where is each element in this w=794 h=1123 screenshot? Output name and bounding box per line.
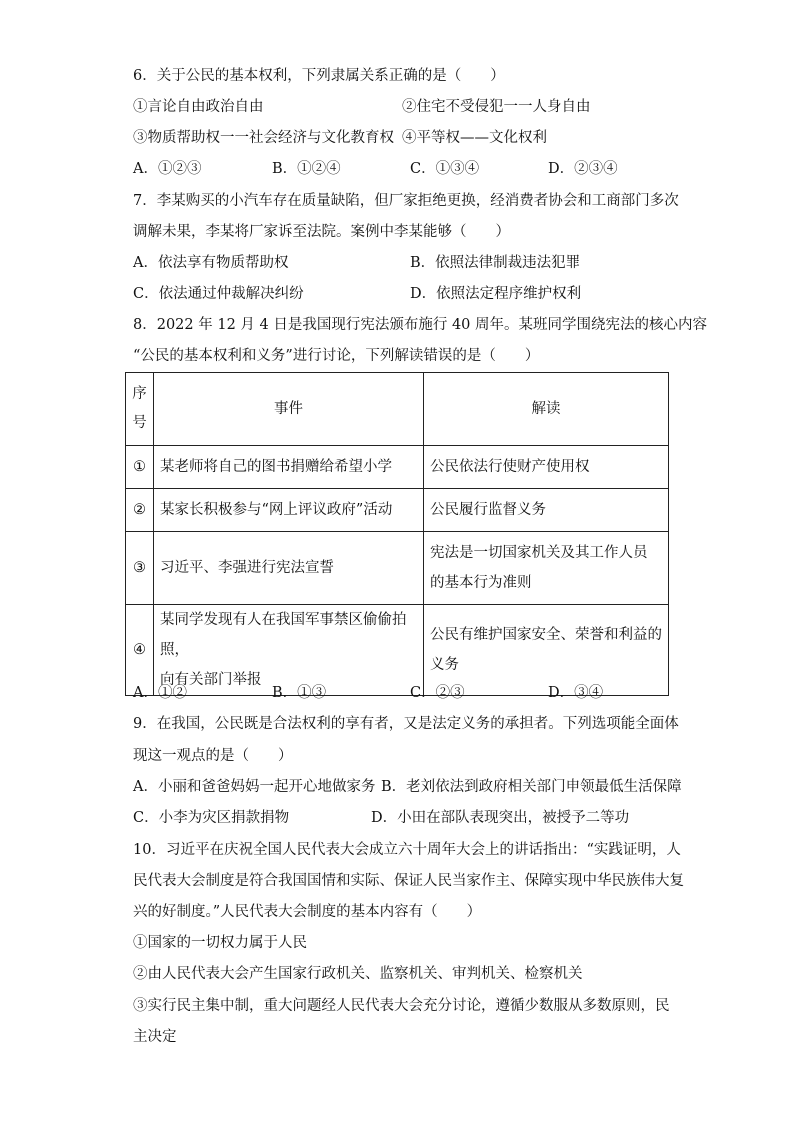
q6-option-d: D．②③④ [548,161,618,177]
q7-stem-line-1: 7．李某购买的小汽车存在质量缺陷，但厂家拒绝更换，经消费者协会和工商部门多次 [133,193,679,209]
q6-option-b: B．①②④ [272,161,341,177]
q6-option-c: C．①③④ [410,161,480,177]
q9-option-c: C．小李为灾区捐款捐物 [133,810,290,826]
row-explain [424,489,669,532]
q7-option-c: C．依法通过仲裁解决纠纷 [133,286,304,302]
row-explain-line: 公民履行监督义务 [430,502,546,518]
row-event-line: 某老师将自己的图书捐赠给希望小学 [160,459,392,475]
q10-item-2: ②由人民代表大会产生国家行政机关、监察机关、审判机关、检察机关 [133,966,583,982]
q9-option-b: B．老刘依法到政府相关部门申领最低生活保障 [381,779,682,795]
q7-stem-line-2: 调解未果，李某将厂家诉至法院。案例中李某能够（ ） [133,224,510,240]
row-event-line: 某同学发现有人在我国军事禁区偷偷拍照， [160,612,407,658]
q8-table [125,372,669,696]
row-explain [424,532,669,605]
q10-item-1: ①国家的一切权力属于人民 [133,935,307,951]
row-explain-line: 的基本行为准则 [430,575,532,591]
q6-item-4: ④平等权——文化权利 [402,130,547,146]
row-event-line: 某家长积极参与“网上评议政府”活动 [160,502,393,518]
row-number: ① [126,446,154,489]
q10-stem-line-3: 兴的好制度。”人民代表大会制度的基本内容有（ ） [133,904,482,920]
q8-stem-line-1: 8．2022 年 12 月 4 日是我国现行宪法颁布施行 40 周年。某班同学围绕宪法的核心内容 [133,317,708,333]
q8-option-b: B．①③ [272,685,327,701]
table-row [126,532,669,605]
table-row [126,605,669,696]
row-explain-line: 公民有维护国家安全、荣誉和利益的 [430,627,662,643]
q8-option-d: D．③④ [548,685,604,701]
q8-option-c: C．②③ [410,685,465,701]
row-explain-line: 公民依法行使财产使用权 [430,459,590,475]
row-explain [424,605,669,696]
q10-item-3: ③实行民主集中制，重大问题经人民代表大会充分讨论，遵循少数服从多数原则，民 [133,998,670,1014]
q10-stem-line-2: 民代表大会制度是符合我国国情和实际、保证人民当家作主、保障实现中华民族伟大复 [133,873,684,889]
row-explain-line: 义务 [430,657,459,673]
q9-stem-line-2: 现这一观点的是（ ） [133,748,293,764]
row-event [154,489,424,532]
table-header-row [126,373,669,446]
q6-item-2: ②住宅不受侵犯一一人身自由 [402,99,591,115]
header-number-top: 序 [132,386,147,402]
row-event [154,605,424,696]
q8-option-a: A．①② [133,685,187,701]
q9-option-a: A．小丽和爸爸妈妈一起开心地做家务 [133,779,376,795]
header-number-bottom: 号 [132,415,147,431]
table-row [126,489,669,532]
q10-item-3-continued: 主决定 [133,1029,177,1045]
q9-stem-line-1: 9．在我国，公民既是合法权利的享有者，又是法定义务的承担者。下列选项能全面体 [133,716,679,732]
row-explain [424,446,669,489]
row-number: ③ [126,532,154,605]
header-event: 事件 [154,373,424,446]
q6-item-3: ③物质帮助权一一社会经济与文化教育权 [133,130,394,146]
q10-stem-line-1: 10．习近平在庆祝全国人民代表大会成立六十周年大会上的讲话指出：“实践证明，人 [133,842,681,858]
q8-stem-line-2: “公民的基本权利和义务”进行讨论，下列解读错误的是（ ） [133,348,540,364]
q6-stem: 6．关于公民的基本权利，下列隶属关系正确的是（ ） [133,68,505,84]
header-number-cell [126,373,154,446]
row-number: ② [126,489,154,532]
row-event-line: 习近平、李强进行宪法宣誓 [160,560,334,576]
row-explain-line: 宪法是一切国家机关及其工作人员 [430,545,648,561]
row-number: ④ [126,605,154,696]
q7-option-a: A．依法享有物质帮助权 [133,255,289,271]
q7-option-b: B．依照法律制裁违法犯罪 [410,255,581,271]
q6-option-a: A．①②③ [133,161,202,177]
q9-option-d: D．小田在部队表现突出，被授予二等功 [371,810,630,826]
row-event [154,446,424,489]
row-event [154,532,424,605]
q6-item-1: ①言论自由政治自由 [133,99,264,115]
table-row [126,446,669,489]
q7-option-d: D．依照法定程序维护权利 [410,286,582,302]
header-explain: 解读 [424,373,669,446]
row-event-line: 向有关部门举报 [160,672,262,688]
